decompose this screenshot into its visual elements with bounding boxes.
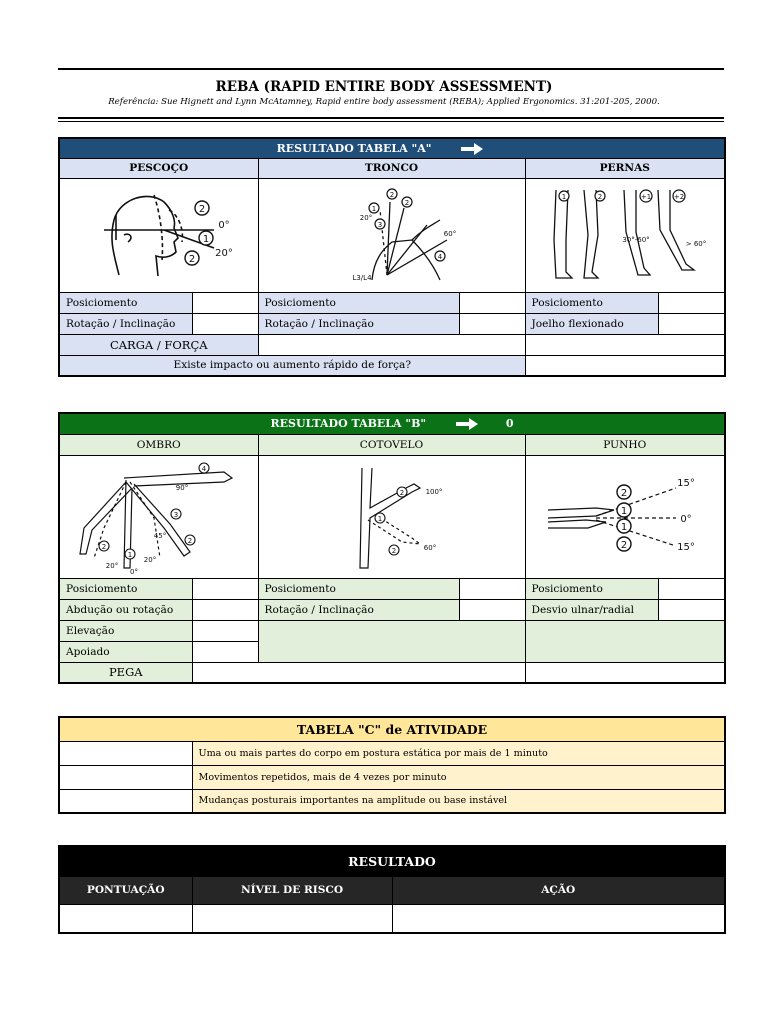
load-force-extra[interactable]: [525, 334, 725, 355]
trunk-mark-5: 4: [437, 253, 442, 261]
neck-column-header: PESCOÇO: [59, 158, 258, 178]
shoulder-abduction-label: Abdução ou rotação: [59, 599, 192, 620]
shoulder-support-label: Apoiado: [59, 641, 192, 662]
shoulder-mark-4: 4: [201, 464, 206, 473]
grip-extra[interactable]: [525, 662, 725, 683]
activity-input-1[interactable]: [59, 741, 192, 765]
trunk-angle-60: 60°: [443, 230, 456, 238]
legs-mark-2: 2: [597, 193, 602, 201]
elbow-rotation-input[interactable]: [459, 599, 525, 620]
table-a-title: RESULTADO TABELA "A": [276, 141, 432, 155]
neck-mark-2: 1: [202, 234, 209, 245]
action-value[interactable]: [392, 904, 725, 933]
trunk-column-header: TRONCO: [258, 158, 525, 178]
legs-illustration: [525, 178, 725, 292]
wrist-angle-0: 0°: [680, 513, 692, 525]
wrist-empty-area: [525, 620, 725, 662]
trunk-position-input[interactable]: [459, 292, 525, 313]
trunk-mark-4: 3: [377, 221, 382, 229]
elbow-angle-60: 60°: [423, 543, 436, 552]
score-value[interactable]: [59, 904, 192, 933]
trunk-mark-3: 2: [404, 199, 409, 207]
trunk-rotation-label: Rotação / Inclinação: [258, 313, 459, 334]
shoulder-abduction-input[interactable]: [192, 599, 258, 620]
activity-postural-changes: Mudanças posturais importantes na amplitude ou base instável: [192, 789, 725, 813]
shoulder-angle-20b: 20°: [105, 561, 118, 570]
legs-knee-input[interactable]: [658, 313, 725, 334]
table-c: [58, 716, 726, 814]
legs-mark-4: +2: [673, 193, 684, 201]
shoulder-elevation-label: Elevação: [59, 620, 192, 641]
wrist-position-input[interactable]: [658, 578, 725, 599]
neck-rotation-label: Rotação / Inclinação: [59, 313, 192, 334]
legs-position-label: Posiciomento: [525, 292, 658, 313]
elbow-mark-2a: 2: [399, 488, 404, 497]
activity-input-3[interactable]: [59, 789, 192, 813]
neck-angle-0: 0°: [218, 220, 230, 231]
risk-column-header: NÍVEL DE RISCO: [192, 876, 392, 904]
elbow-mark-1: 1: [377, 514, 382, 523]
shoulder-angle-45: 45°: [153, 531, 166, 540]
shoulder-elevation-input[interactable]: [192, 620, 258, 641]
grip-input[interactable]: [192, 662, 525, 683]
wrist-mark-2a: 2: [620, 487, 627, 499]
trunk-illustration: [258, 178, 525, 292]
shoulder-mark-2a: 2: [101, 542, 106, 551]
document-title: REBA (RAPID ENTIRE BODY ASSESSMENT): [215, 79, 553, 95]
elbow-angle-100: 100°: [425, 487, 442, 496]
impact-answer-input[interactable]: [525, 355, 725, 376]
elbow-mark-2b: 2: [391, 546, 396, 555]
wrist-angle-15b: 15°: [676, 541, 695, 553]
activity-input-2[interactable]: [59, 765, 192, 789]
neck-mark-3: 2: [188, 254, 195, 265]
trunk-angle-20: 20°: [359, 214, 372, 222]
action-column-header: AÇÃO: [392, 876, 725, 904]
arrow-right-icon: [456, 418, 478, 430]
activity-static-posture: Uma ou mais partes do corpo em postura estática por mais de 1 minuto: [192, 741, 725, 765]
table-b-title: RESULTADO TABELA "B": [270, 417, 427, 431]
shoulder-support-input[interactable]: [192, 641, 258, 662]
table-a: [58, 137, 726, 377]
wrist-deviation-input[interactable]: [658, 599, 725, 620]
wrist-mark-1a: 1: [620, 505, 627, 517]
legs-angle-30-60: 30°-60°: [622, 236, 650, 244]
legs-knee-label: Joelho flexionado: [525, 313, 658, 334]
neck-illustration: [59, 178, 258, 292]
top-rule: [58, 68, 724, 70]
neck-mark-1: 2: [198, 204, 205, 215]
table-b-header: [59, 413, 725, 434]
table-a-header: [59, 138, 725, 158]
elbow-illustration: [258, 455, 525, 578]
shoulder-mark-1: 1: [127, 550, 132, 559]
neck-rotation-input[interactable]: [192, 313, 258, 334]
grip-label: PEGA: [59, 662, 192, 683]
trunk-mark-2: 2: [389, 191, 394, 199]
legs-column-header: PERNAS: [525, 158, 725, 178]
trunk-rotation-input[interactable]: [459, 313, 525, 334]
risk-value[interactable]: [192, 904, 392, 933]
wrist-deviation-label: Desvio ulnar/radial: [525, 599, 658, 620]
neck-position-label: Posiciomento: [59, 292, 192, 313]
score-column-header: PONTUAÇÃO: [59, 876, 192, 904]
table-c-title: TABELA "C" de ATIVIDADE: [59, 717, 725, 741]
trunk-ref-label: L3/L4: [351, 274, 372, 282]
document-reference: Referência: Sue Hignett and Lynn McAtamney, Rapid entire body assessment (REBA); Applied Ergonomics. 31:201-205, 2000.: [108, 97, 660, 107]
shoulder-angle-0: 0°: [129, 567, 138, 576]
load-force-label: CARGA / FORÇA: [59, 334, 258, 355]
legs-position-input[interactable]: [658, 292, 725, 313]
header-rule-2: [58, 121, 724, 122]
elbow-empty-area: [258, 620, 525, 662]
shoulder-illustration: [59, 455, 258, 578]
arrow-right-icon: [461, 143, 483, 155]
trunk-mark-1: 1: [371, 205, 376, 213]
table-b-result: 0: [505, 417, 514, 431]
wrist-position-label: Posiciomento: [525, 578, 658, 599]
legs-mark-1: 1: [561, 193, 566, 201]
shoulder-angle-20a: 20°: [143, 555, 156, 564]
impact-question: Existe impacto ou aumento rápido de força?: [59, 355, 525, 376]
shoulder-angle-90: 90°: [175, 483, 188, 492]
shoulder-position-label: Posiciomento: [59, 578, 192, 599]
wrist-angle-15a: 15°: [676, 477, 695, 489]
trunk-position-label: Posiciomento: [258, 292, 459, 313]
wrist-illustration: [525, 455, 725, 578]
neck-position-input[interactable]: [192, 292, 258, 313]
elbow-rotation-label: Rotação / Inclinação: [258, 599, 459, 620]
legs-angle-60: > 60°: [685, 240, 707, 248]
elbow-position-label: Posiciomento: [258, 578, 459, 599]
elbow-position-input[interactable]: [459, 578, 525, 599]
header-rule-1: [58, 117, 724, 119]
result-table: [58, 845, 726, 934]
wrist-column-header: PUNHO: [525, 434, 725, 455]
shoulder-position-input[interactable]: [192, 578, 258, 599]
elbow-column-header: COTOVELO: [258, 434, 525, 455]
table-b: [58, 412, 726, 684]
wrist-mark-2b: 2: [620, 539, 627, 551]
shoulder-mark-3: 3: [173, 510, 178, 519]
shoulder-column-header: OMBRO: [59, 434, 258, 455]
wrist-mark-1b: 1: [620, 521, 627, 533]
neck-angle-20: 20°: [214, 248, 233, 259]
load-force-input[interactable]: [258, 334, 525, 355]
shoulder-mark-2b: 2: [187, 536, 192, 545]
activity-repeated-movements: Movimentos repetidos, mais de 4 vezes por minuto: [192, 765, 725, 789]
legs-mark-3: +1: [640, 193, 651, 201]
result-title: RESULTADO: [59, 846, 725, 876]
